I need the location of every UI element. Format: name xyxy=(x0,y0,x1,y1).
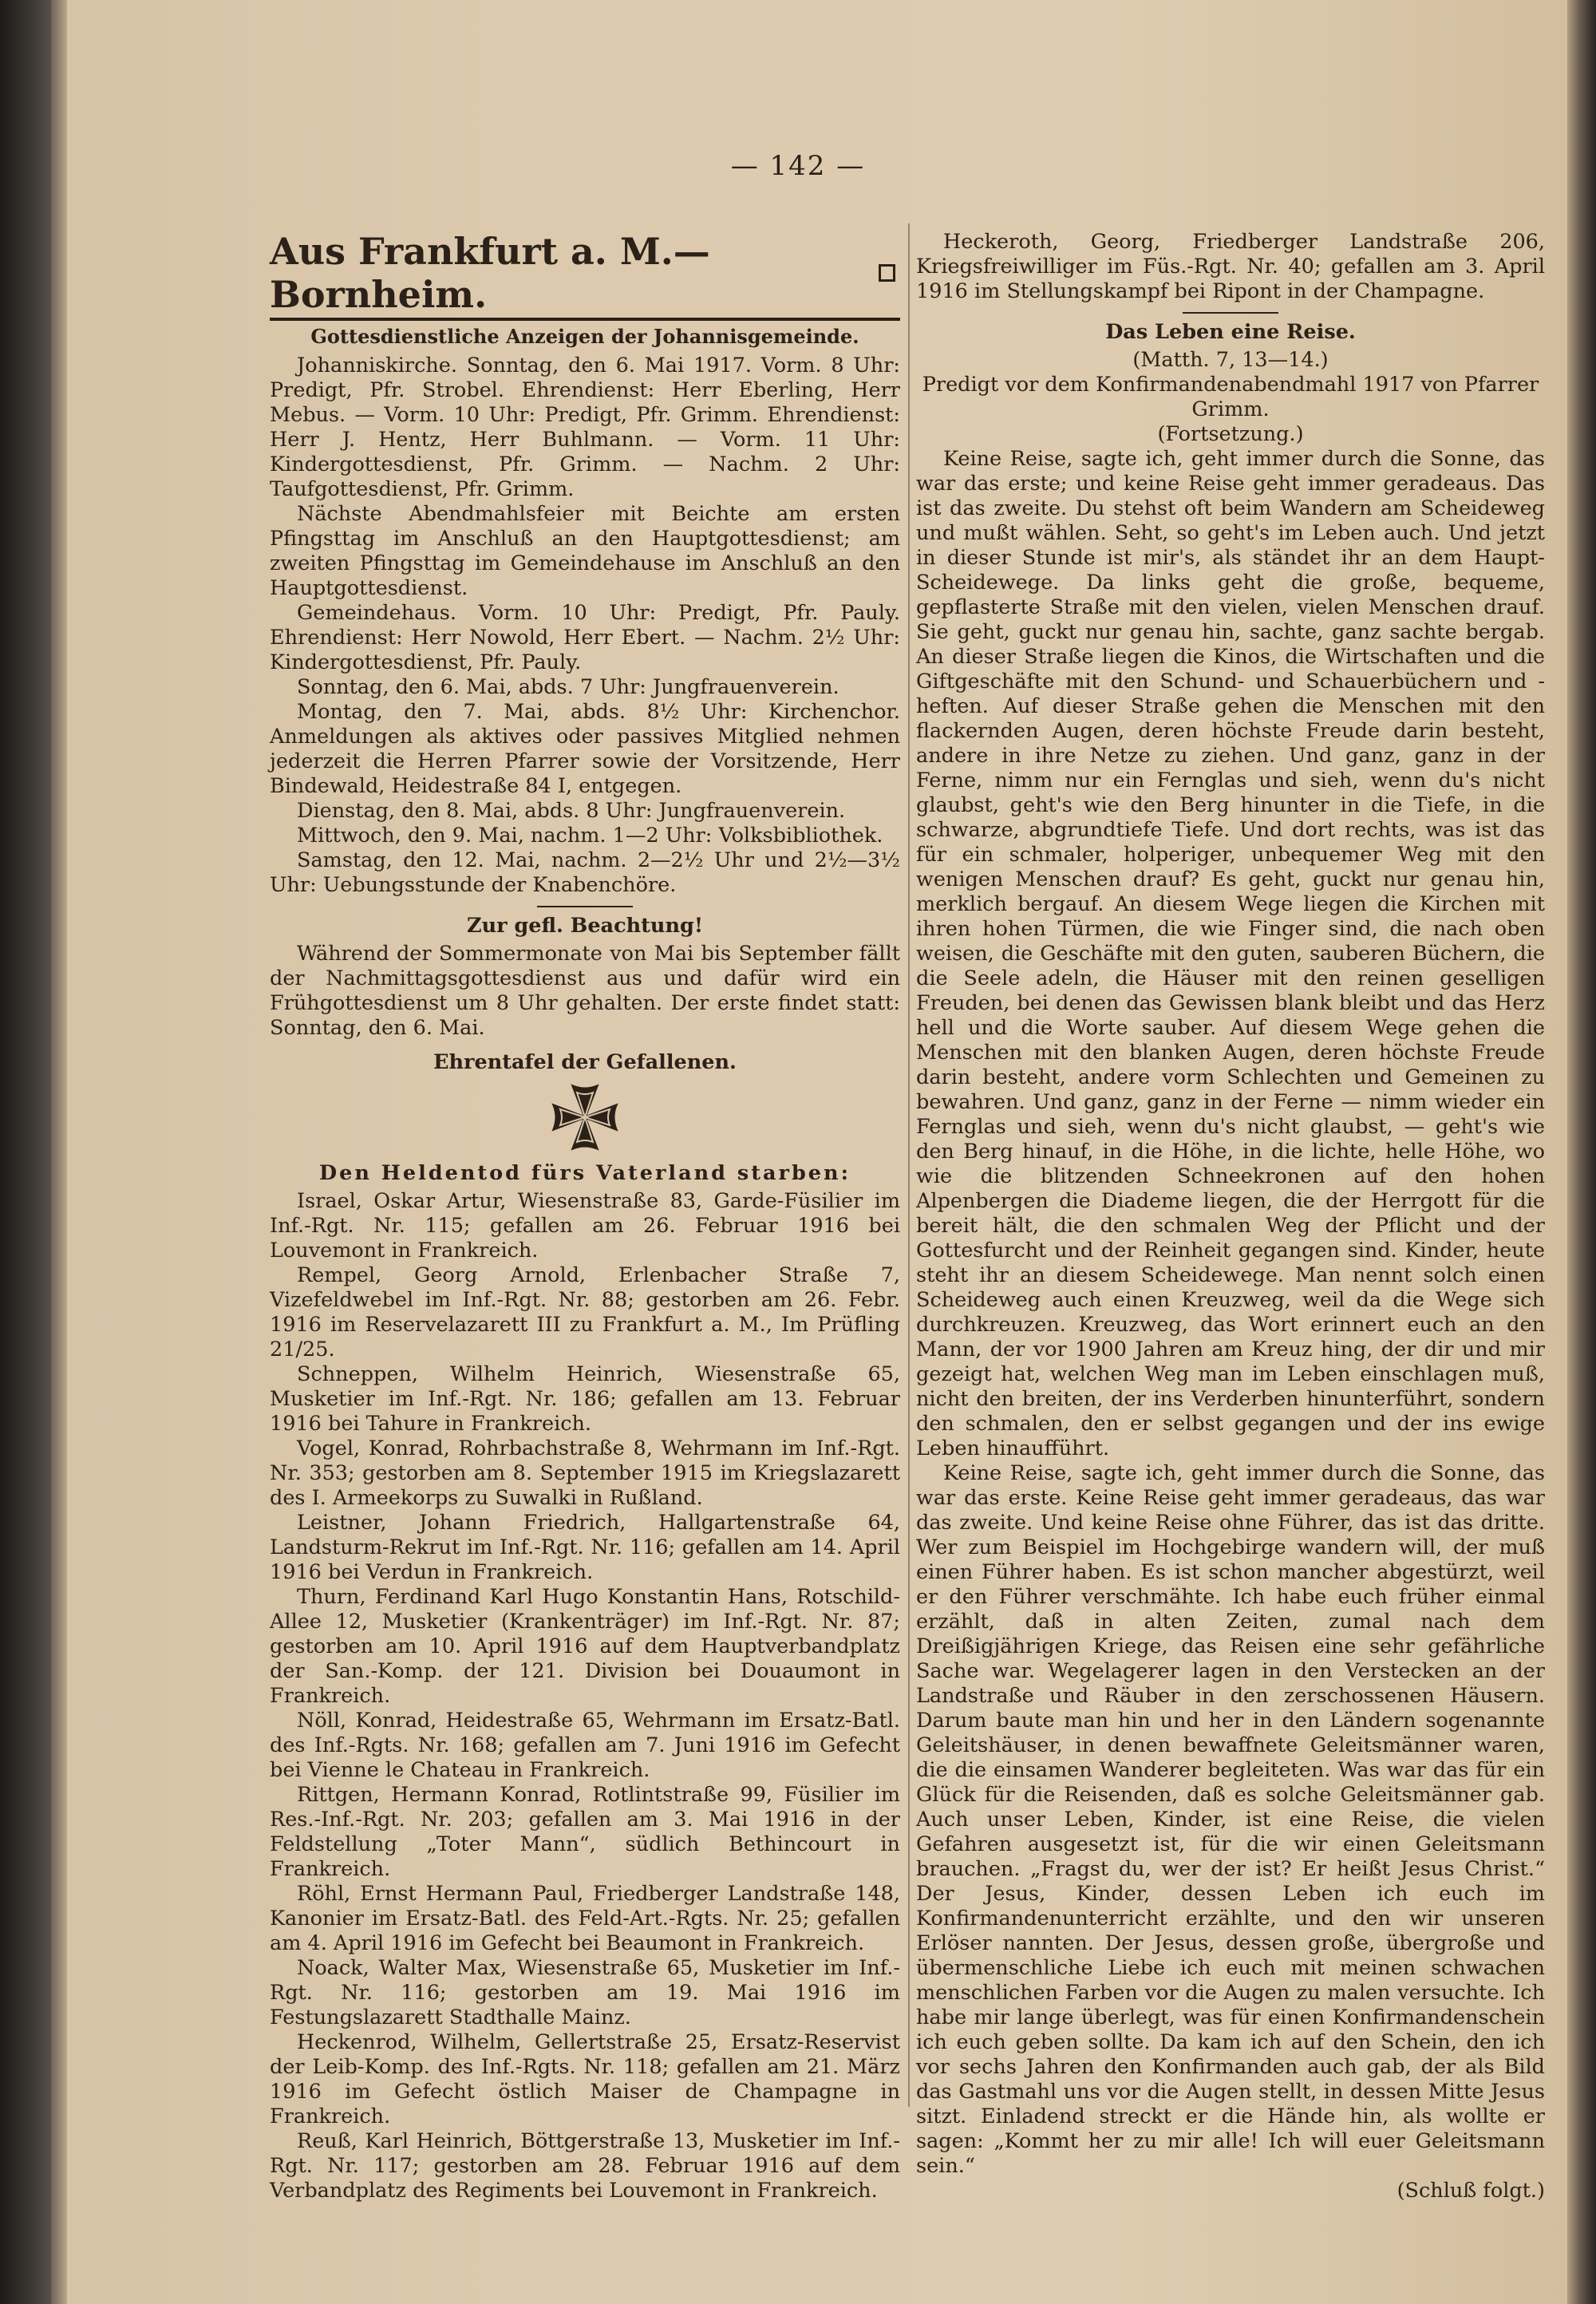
service-paragraph: Dienstag, den 8. Mai, abds. 8 Uhr: Jungfrauenverein. xyxy=(297,799,846,823)
fallen-entry: Thurn, Ferdinand Karl Hugo Konstantin Hans, Rotschild-Allee 12, Musketier (Krankenträger) im Inf.-Rgt. Nr. 87; gestorben am 10. April 1916 auf dem Hauptverbandplatz der San.-Komp. der 121. Division bei Douaumont in Frankreich. xyxy=(270,1585,900,1708)
notice-text: Während der Sommermonate von Mai bis September fällt der Nachmittagsgottesdienst aus und dafür wird ein Frühgottesdienst um 8 Uhr gehalten. Der erste findet statt: Sonntag, den 6. Mai. xyxy=(270,942,900,1040)
to-be-continued: (Schluß folgt.) xyxy=(1396,2179,1545,2203)
sermon-continuation: (Fortsetzung.) xyxy=(1157,422,1304,446)
sermon-paragraph: Keine Reise, sagte ich, geht immer durch die Sonne, das war das erste. Keine Reise geht immer geradeaus, das war das zweite. Und keine Reise ohne Führer, das ist das dritte. Wer zum Beispiel im Hochgebirge wandern will, der muß einen Führer haben. Es ist schon mancher abgestürzt, weil er den Führer verschmähte. Ich habe euch früher einmal erzählt, daß in alten Zeiten, zumal nach dem Dreißigjährigen Kriege, das Reisen eine sehr gefährliche Sache war. Wegelagerer lagen in den Verstecken an der Landstraße und Räuber in den zerschossenen Häusern. Darum baute man hin und her in den Ländern sogenannte Geleitshäuser, in denen bewaffnete Geleitsmänner waren, die die einsamen Wanderer begleiteten. Was war das für ein Glück für die Reisenden, daß es solche Geleitsmänner gab. Auch unser Leben, Kinder, ist eine Reise, die vielen Gefahren ausgesetzt ist, für die wir einen Geleitsmann brauchen. „Fragst du, wer der ist? Er heißt Jesus Christ.“ Der Jesus, Kinder, dessen Leben ich euch im Konfirmandenunterricht erzählte, und den wir unseren Erlöser nannten. Der Jesus, dessen große, übergroße und übermenschliche Liebe ich euch mit meinen schwachen menschlichen Farben vor die Augen zu malen versuchte. Ich habe mir lange überlegt, was für einen Konfirmandenschein ich euch geben sollte. Da kam ich auf den Schein, den ich vor sechs Jahren den Konfirmanden auch gab, der als Bild das Gastmahl uns vor die Augen stellt, in dessen Mitte Jesus sitzt. Einladend streckt er die Hände hin, als wollte er sagen: „Kommt her zu mir alle! Ich will euer Geleitsmann sein.“ xyxy=(916,1461,1545,2178)
iron-cross-icon xyxy=(270,1081,900,1153)
fallen-entry: Leistner, Johann Friedrich, Hallgartenstraße 64, Landsturm-Rekrut im Inf.-Rgt. Nr. 116; gefallen am 14. April 1916 bei Verdun in Frankreich. xyxy=(270,1511,900,1584)
sermon-subtitle: Predigt vor dem Konfirmandenabendmahl 1917 von Pfarrer Grimm. xyxy=(922,373,1539,421)
notice-title: Zur gefl. Beachtung! xyxy=(466,914,704,938)
service-paragraph: Sonntag, den 6. Mai, abds. 7 Uhr: Jungfrauenverein. xyxy=(297,675,839,699)
announcements-subheading: Gottesdienstliche Anzeigen der Johannisgemeinde. xyxy=(310,325,859,348)
fallen-entry: Schneppen, Wilhelm Heinrich, Wiesenstraße 65, Musketier im Inf.-Rgt. Nr. 186; gefallen am 13. Februar 1916 bei Tahure in Frankreich. xyxy=(270,1362,900,1436)
fallen-entry: Röhl, Ernst Hermann Paul, Friedberger Landstraße 148, Kanonier im Ersatz-Batl. des Feld-Art.-Rgts. Nr. 25; gefallen am 4. April 1916 im Gefecht bei Beaumont in Frankreich. xyxy=(270,1882,900,1955)
fallen-entry: Vogel, Konrad, Rohrbachstraße 8, Wehrmann im Inf.-Rgt. Nr. 353; gestorben am 8. September 1915 im Kriegslazarett des I. Armeekorps zu Suwalki in Rußland. xyxy=(270,1437,900,1510)
honor-roll-title: Ehrentafel der Gefallenen. xyxy=(433,1050,737,1074)
service-paragraph: Johanniskirche. Sonntag, den 6. Mai 1917. Vorm. 8 Uhr: Predigt, Pfr. Strobel. Ehrendienst: Herr Eberling, Herr Mebus. — Vorm. 10 Uhr: Predigt, Pfr. Grimm. Ehrendienst: Herr J. Hentz, Herr Buhlmann. — Vorm. 11 Uhr: Kindergottesdienst, Pfr. Grimm. — Nachm. 2 Uhr: Taufgottesdienst, Pfr. Grimm. xyxy=(270,354,900,501)
column-divider xyxy=(908,223,910,2107)
sermon-title: Das Leben eine Reise. xyxy=(1105,320,1356,344)
fallen-entry: Reuß, Karl Heinrich, Böttgerstraße 13, Musketier im Inf.-Rgt. Nr. 117; gestorben am 28. Februar 1916 auf dem Verbandplatz des Regiments bei Louvemont in Frankreich. xyxy=(270,2129,900,2203)
honor-roll-heading: Den Heldentod fürs Vaterland starben: xyxy=(319,1161,851,1185)
fallen-entry: Nöll, Konrad, Heidestraße 65, Wehrmann im Ersatz-Batl. des Inf.-Rgts. Nr. 168; gefallen am 7. Juni 1916 im Gefecht bei Vienne le Chateau in Frankreich. xyxy=(270,1709,900,1782)
service-paragraph: Montag, den 7. Mai, abds. 8½ Uhr: Kirchenchor. Anmeldungen als aktives oder passives Mitglied nehmen jederzeit die Herren Pfarrer sowie der Vorsitzende, Herr Bindewald, Heidestraße 84 I, entgegen. xyxy=(270,700,900,798)
right-column xyxy=(916,230,1545,2203)
fallen-list xyxy=(270,1189,900,2203)
fallen-entry: Heckenrod, Wilhelm, Gellertstraße 25, Ersatz-Reservist der Leib-Komp. des Inf.-Rgts. Nr. 118; gefallen am 21. März 1916 im Gefecht östlich Maiser de Champagne in Frankreich. xyxy=(270,2030,900,2128)
headline-rule xyxy=(270,318,900,321)
service-paragraph: Nächste Abendmahlsfeier mit Beichte am ersten Pfingsttag im Anschluß an den Hauptgottesdienst; am zweiten Pfingsttag im Gemeindehause im Anschluß an den Hauptgottesdienst. xyxy=(270,502,900,600)
section-rule xyxy=(1183,312,1278,314)
fallen-entry: Rittgen, Hermann Konrad, Rotlintstraße 99, Füsilier im Res.-Inf.-Rgt. Nr. 203; gefallen am 3. Mai 1916 in der Feldstellung „Toter Mann“, südlich Bethincourt in Frankreich. xyxy=(270,1783,900,1881)
section-rule xyxy=(537,906,633,907)
sermon-reference: (Matth. 7, 13—14.) xyxy=(1132,348,1329,372)
page-right-edge xyxy=(1567,0,1596,2304)
square-ornament-icon xyxy=(879,264,895,282)
service-paragraph: Mittwoch, den 9. Mai, nachm. 1—2 Uhr: Volksbibliothek. xyxy=(297,824,883,848)
service-paragraph: Samstag, den 12. Mai, nachm. 2—2½ Uhr und 2½—3½ Uhr: Uebungsstunde der Knabenchöre. xyxy=(270,848,900,897)
book-binding xyxy=(0,0,51,2304)
service-paragraph: Gemeindehaus. Vorm. 10 Uhr: Predigt, Pfr. Pauly. Ehrendienst: Herr Nowold, Herr Ebert. — Nachm. 2½ Uhr: Kindergottesdienst, Pfr. Pauly. xyxy=(270,601,900,674)
page-number: — 142 — xyxy=(730,150,866,182)
page-left-edge xyxy=(51,0,67,2304)
section-headline xyxy=(270,230,900,316)
sermon-paragraph: Keine Reise, sagte ich, geht immer durch die Sonne, das war das erste; und keine Reise geht immer geradeaus. Das ist das zweite. Du stehst oft beim Wandern am Scheideweg und mußt wählen. Seht, so geht's im Leben auch. Und jetzt in dieser Stunde ist mir's, als ständet ihr an dem Haupt-Scheidewege. Da links geht die große, bequeme, gepflasterte Straße mit den vielen, vielen Menschen drauf. Sie geht, guckt nur genau hin, sachte, ganz sachte bergab. An dieser Straße liegen die Kinos, die Wirtschaften und die Giftgeschäfte mit den Schund- und Schauerbüchern und -heften. Auf dieser Straße gehen die Menschen mit den flackernden Augen, deren höchste Freude darin besteht, andere in ihre Netze zu ziehen. Und ganz, ganz in der Ferne, nimm nur ein Fernglas und sieh, wenn du's nicht glaubst, geht's wie den Berg hinunter in die Tiefe, in die schwarze, abgrundtiefe Tiefe. Und dort rechts, was ist das für ein schmaler, holperiger, unbequemer Weg mit den wenigen Menschen drauf? Es geht, guckt nur genau hin, merklich bergauf. An diesem Wege liegen die Kirchen mit ihren hohen Türmen, die wie Finger sind, die nach oben weisen, die Geschäfte mit den guten, sauberen Büchern, die die Seele adeln, die Häuser mit den reinen geselligen Freuden, bei denen das Gewissen blank bleibt und das Herz hell und die Worte sauber. Auf diesem Wege gehen die Menschen mit den blanken Augen, deren höchste Freude darin besteht, andere vorm Schlechten und Gemeinen zu bewahren. Und ganz, ganz in der Ferne — nimm wieder ein Fernglas und sieh, wenn du's nicht glaubst, — geht's wie den Berg hinauf, in die Höhe, in die lichte, helle Höhe, wo wie die blitzenden Schneekronen auf den hohen Alpenbergen die Diademe liegen, die der Herrgott für die bereit hält, die den schmalen Weg der Pflicht und der Gottesfurcht und der Reinheit gegangen sind. Kinder, heute steht ihr an diesem Scheidewege. Man nennt solch einen Scheideweg auch einen Kreuzweg, weil da die Wege sich durchkreuzen. Kreuzweg, das Wort erinnert euch an den Mann, der vor 1900 Jahren am Kreuz hing, der dir und mir gezeigt hat, welchen Weg man im Leben einschlagen muß, nicht den breiten, der ins Verderben hinunterführt, sondern den schmalen, den er selbst gegangen und der ins ewige Leben hinaufführt. xyxy=(916,447,1545,1460)
fallen-entry: Israel, Oskar Artur, Wiesenstraße 83, Garde-Füsilier im Inf.-Rgt. Nr. 115; gefallen am 26. Februar 1916 bei Louvemont in Frankreich. xyxy=(270,1189,900,1263)
fallen-entry-continued: Heckeroth, Georg, Friedberger Landstraße 206, Kriegsfreiwilliger im Füs.-Rgt. Nr. 40; gefallen am 3. April 1916 im Stellungskampf bei Ripont in der Champagne. xyxy=(916,230,1545,303)
fallen-entry: Rempel, Georg Arnold, Erlenbacher Straße 7, Vizefeldwebel im Inf.-Rgt. Nr. 88; gestorben am 26. Febr. 1916 im Reservelazarett III zu Frankfurt a. M., Im Prüfling 21/25. xyxy=(270,1263,900,1361)
headline-text: Aus Frankfurt a. M.—Bornheim. xyxy=(270,230,710,316)
left-column xyxy=(270,230,900,2203)
fallen-entry: Noack, Walter Max, Wiesenstraße 65, Musketier im Inf.-Rgt. Nr. 116; gestorben am 19. Mai 1916 im Festungslazarett Stadthalle Mainz. xyxy=(270,1956,900,2029)
